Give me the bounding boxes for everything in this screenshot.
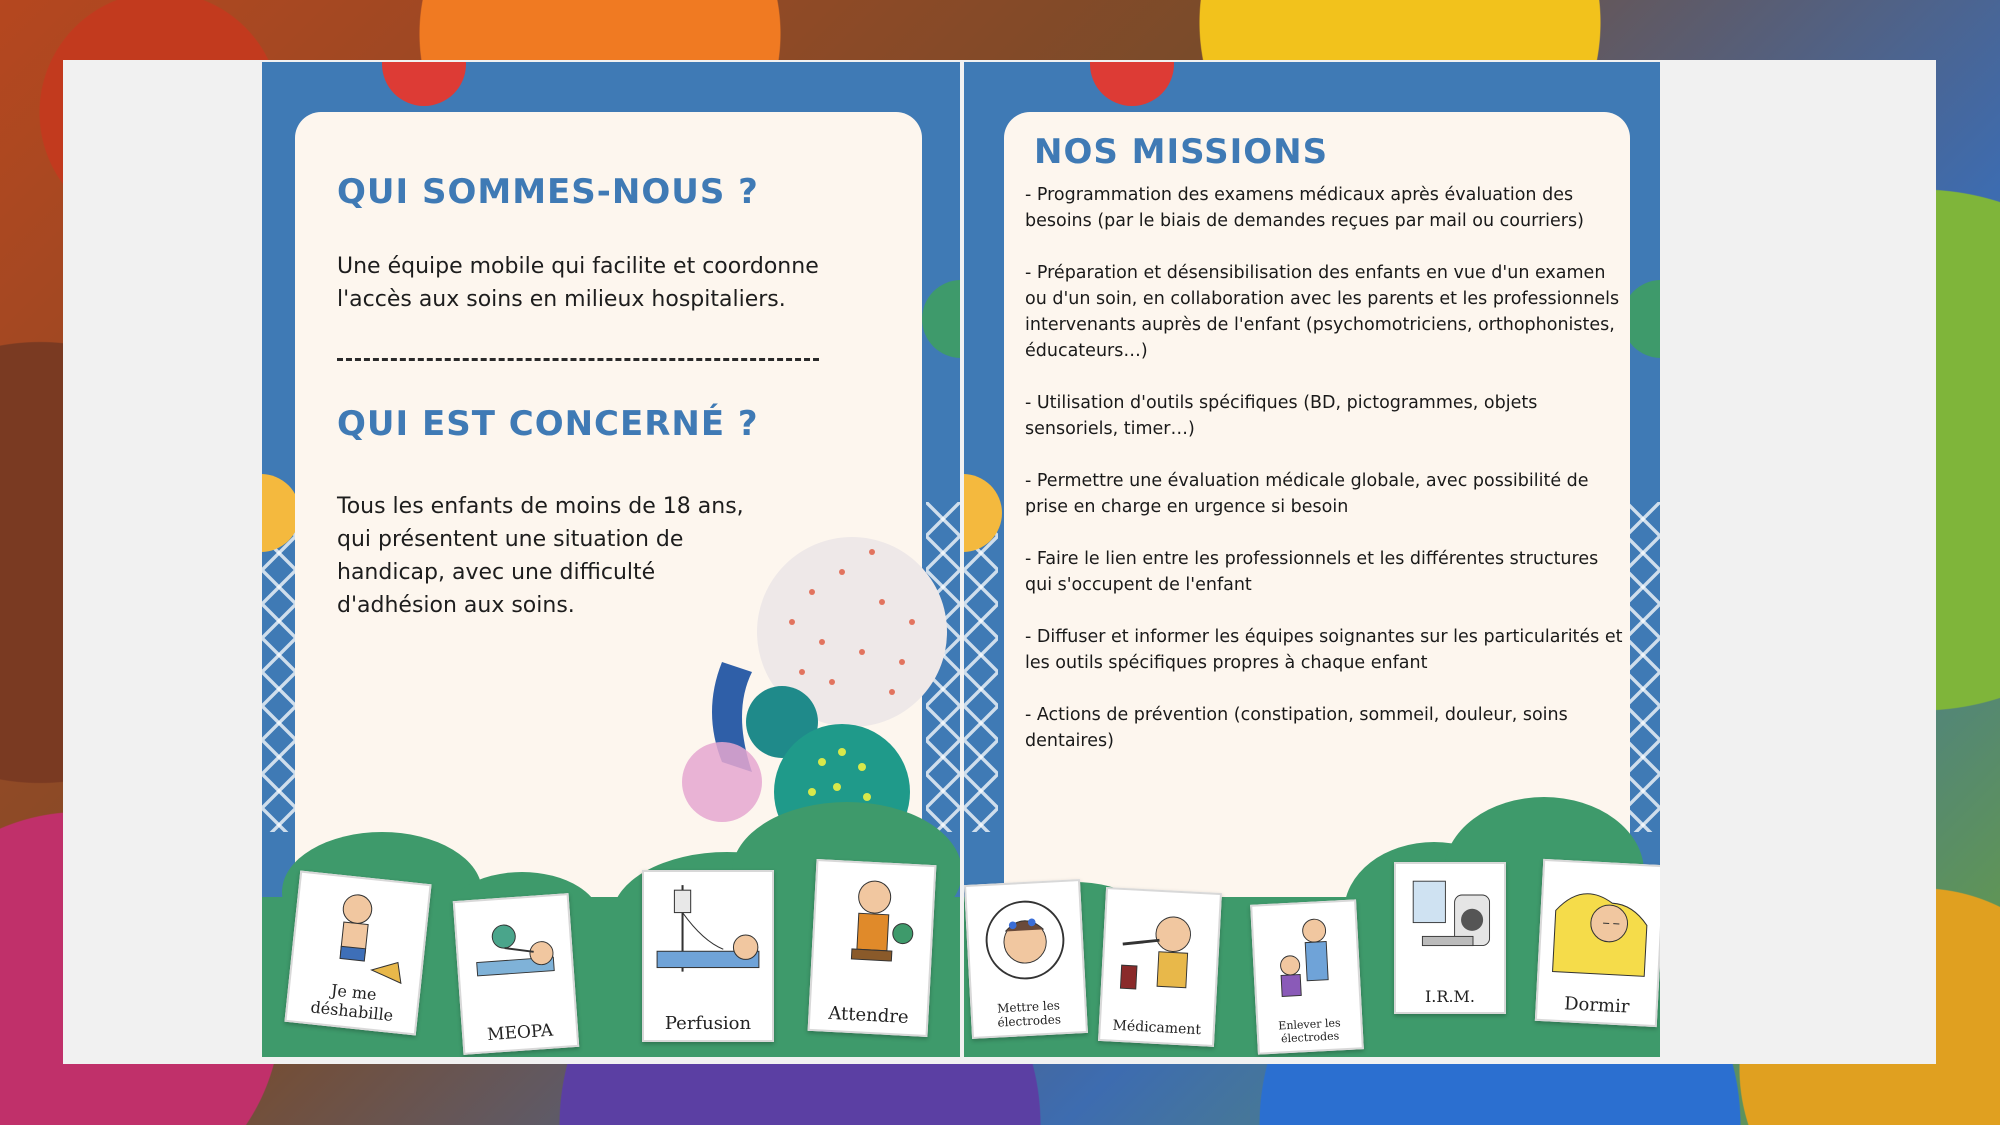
pictogram-caption: I.R.M. <box>1424 987 1475 1006</box>
sleeping-child-icon <box>1547 869 1655 986</box>
pictogram-caption: MEOPA <box>486 1020 554 1046</box>
iv-drip-icon <box>652 880 764 1002</box>
child-waiting-icon <box>820 869 926 994</box>
pictogram-caption: Mettre les électrodes <box>996 998 1062 1030</box>
who-is-concerned-text: Tous les enfants de moins de 18 ans, qui présentent une situation de handicap, avec une difficulté d'adhésion aux soins. <box>337 494 744 618</box>
gas-mask-child-icon <box>463 904 565 1006</box>
dashed-separator <box>337 358 819 361</box>
mission-item: - Diffuser et informer les équipes soignantes sur les particularités et les outils spécifiques propres à chaque enfant <box>1025 627 1623 673</box>
pictogram-caption: Attendre <box>827 1002 910 1028</box>
red-circle-decoration <box>1090 62 1174 106</box>
pictogram-card <box>284 871 431 1036</box>
who-is-concerned-title: QUI EST CONCERNÉ ? <box>337 404 759 444</box>
sensory-toys-image <box>682 512 960 852</box>
pictogram-card <box>1394 862 1506 1014</box>
missions-title: NOS MISSIONS <box>1034 132 1329 172</box>
mission-item: - Permettre une évaluation médicale globale, avec possibilité de prise en charge en urgence si besoin <box>1025 471 1589 517</box>
diamond-pattern <box>1626 502 1660 832</box>
pictogram-card <box>808 859 937 1037</box>
remove-electrodes-icon <box>1261 910 1352 1010</box>
pictogram-caption: Dormir <box>1563 993 1630 1018</box>
right-page <box>964 62 1660 1057</box>
pictogram-caption: Enlever les électrodes <box>1278 1016 1341 1046</box>
green-circle-decoration <box>922 280 960 358</box>
who-are-we-text: Une équipe mobile qui facilite et coordonne l'accès aux soins en milieux hospitaliers. <box>337 254 819 312</box>
mri-scanner-icon <box>1404 872 1496 964</box>
pictogram-caption: Perfusion <box>664 1013 752 1034</box>
mission-item: - Actions de prévention (constipation, sommeil, douleur, soins dentaires) <box>1025 705 1568 751</box>
pictogram-caption: Je me déshabille <box>309 980 395 1025</box>
pictogram-card <box>1535 859 1660 1027</box>
missions-list <box>1025 182 1625 780</box>
red-circle-decoration <box>382 62 466 106</box>
pictogram-card <box>642 870 774 1042</box>
mission-item: - Utilisation d'outils spécifiques (BD, pictogrammes, objets sensoriels, timer…) <box>1025 393 1538 439</box>
pictogram-card <box>1098 887 1222 1047</box>
left-page <box>262 62 960 1057</box>
medicine-spoon-icon <box>1110 898 1211 1008</box>
mission-item: - Programmation des examens médicaux après évaluation des besoins (par le biais de demandes reçues par mail ou courriers) <box>1025 185 1584 231</box>
child-undressing-icon <box>299 882 421 995</box>
pictogram-card <box>1250 899 1364 1054</box>
pictogram-caption: Médicament <box>1112 1017 1202 1039</box>
pictogram-card <box>964 879 1088 1039</box>
mission-item: - Faire le lien entre les professionnels et les différentes structures qui s'occupent de l'enfant <box>1025 549 1599 595</box>
pictogram-card <box>453 893 579 1055</box>
mission-item: - Préparation et désensibilisation des enfants en vue d'un examen ou d'un soin, en collaboration avec les parents et les professionnels intervenants auprès de l'enfant (psychomotriciens, orthophonistes, éducateurs…) <box>1025 263 1620 361</box>
who-are-we-title: QUI SOMMES-NOUS ? <box>337 172 759 212</box>
eeg-electrodes-icon <box>975 890 1076 991</box>
